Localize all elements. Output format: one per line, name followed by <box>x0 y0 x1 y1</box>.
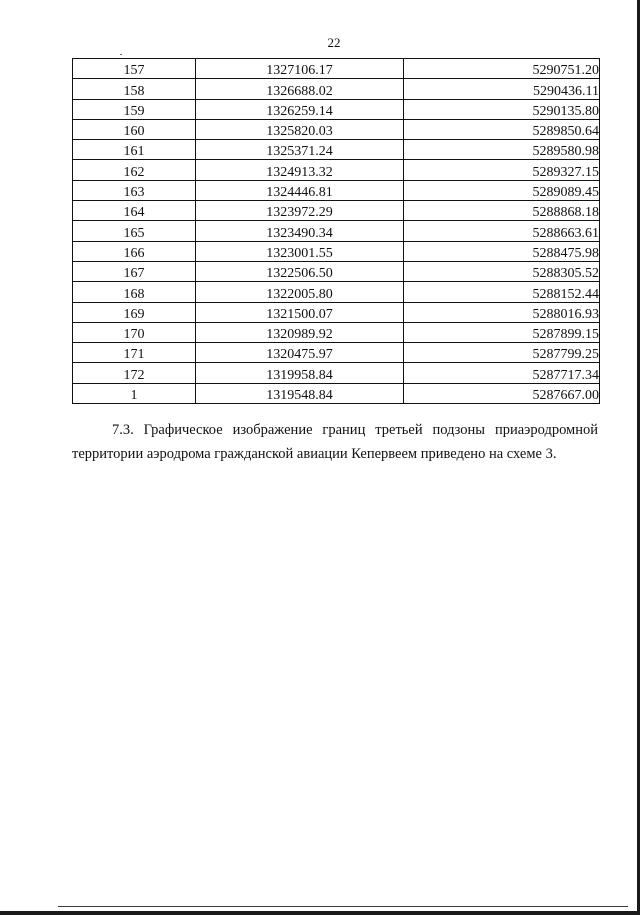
point-number-cell: 160 <box>73 119 196 139</box>
y-coordinate-cell: 5288016.93 <box>404 302 600 322</box>
y-coordinate-cell: 5288305.52 <box>404 261 600 281</box>
point-number-cell: 172 <box>73 363 196 383</box>
table-row <box>73 282 600 302</box>
point-number-cell: 170 <box>73 322 196 342</box>
x-coordinate-cell: 1319958.84 <box>196 363 404 383</box>
y-coordinate-cell: 5289327.15 <box>404 160 600 180</box>
point-number-cell: 157 <box>73 59 196 79</box>
x-coordinate-cell: 1326688.02 <box>196 79 404 99</box>
table-row <box>73 201 600 221</box>
y-coordinate-cell: 5289850.64 <box>404 119 600 139</box>
x-coordinate-cell: 1321500.07 <box>196 302 404 322</box>
y-coordinate-cell: 5287717.34 <box>404 363 600 383</box>
coordinates-table-body <box>73 59 600 404</box>
table-row <box>73 343 600 363</box>
x-coordinate-cell: 1327106.17 <box>196 59 404 79</box>
point-number-cell: 158 <box>73 79 196 99</box>
x-coordinate-cell: 1324446.81 <box>196 180 404 200</box>
table-row <box>73 79 600 99</box>
point-number-cell: 163 <box>73 180 196 200</box>
table-row <box>73 302 600 322</box>
y-coordinate-cell: 5290436.11 <box>404 79 600 99</box>
y-coordinate-cell: 5287899.15 <box>404 322 600 342</box>
y-coordinate-cell: 5289089.45 <box>404 180 600 200</box>
x-coordinate-cell: 1325371.24 <box>196 140 404 160</box>
table-row <box>73 241 600 261</box>
page-number: 22 <box>327 35 341 50</box>
table-row <box>73 261 600 281</box>
table-row <box>73 99 600 119</box>
point-number-cell: 167 <box>73 261 196 281</box>
point-number-cell: 161 <box>73 140 196 160</box>
y-coordinate-cell: 5288475.98 <box>404 241 600 261</box>
x-coordinate-cell: 1324913.32 <box>196 160 404 180</box>
scan-edge-bottom <box>0 911 640 915</box>
table-row <box>73 119 600 139</box>
point-number-cell: 171 <box>73 343 196 363</box>
x-coordinate-cell: 1320475.97 <box>196 343 404 363</box>
point-number-cell: 165 <box>73 221 196 241</box>
scan-speck <box>120 54 122 55</box>
y-coordinate-cell: 5287799.25 <box>404 343 600 363</box>
x-coordinate-cell: 1319548.84 <box>196 383 404 403</box>
table-row <box>73 322 600 342</box>
y-coordinate-cell: 5287667.00 <box>404 383 600 403</box>
table-row <box>73 363 600 383</box>
table-row <box>73 180 600 200</box>
point-number-cell: 166 <box>73 241 196 261</box>
section-paragraph <box>72 418 598 466</box>
y-coordinate-cell: 5288868.18 <box>404 201 600 221</box>
point-number-cell: 168 <box>73 282 196 302</box>
x-coordinate-cell: 1323972.29 <box>196 201 404 221</box>
y-coordinate-cell: 5290751.20 <box>404 59 600 79</box>
point-number-cell: 169 <box>73 302 196 322</box>
point-number-cell: 164 <box>73 201 196 221</box>
y-coordinate-cell: 5288663.61 <box>404 221 600 241</box>
x-coordinate-cell: 1325820.03 <box>196 119 404 139</box>
x-coordinate-cell: 1323490.34 <box>196 221 404 241</box>
y-coordinate-cell: 5289580.98 <box>404 140 600 160</box>
point-number-cell: 162 <box>73 160 196 180</box>
x-coordinate-cell: 1323001.55 <box>196 241 404 261</box>
point-number-cell: 159 <box>73 99 196 119</box>
table-row <box>73 383 600 403</box>
point-number-cell: 1 <box>73 383 196 403</box>
table-row <box>73 221 600 241</box>
y-coordinate-cell: 5290135.80 <box>404 99 600 119</box>
x-coordinate-cell: 1322005.80 <box>196 282 404 302</box>
table-row <box>73 59 600 79</box>
x-coordinate-cell: 1326259.14 <box>196 99 404 119</box>
x-coordinate-cell: 1322506.50 <box>196 261 404 281</box>
section-text: 7.3. Графическое изображение границ третьей подзоны приаэродромной территории аэродрома гражданской авиации Кепервеем приведено на схеме 3. <box>72 422 598 462</box>
table-row <box>73 160 600 180</box>
coordinates-table <box>72 58 600 404</box>
scan-edge-line <box>58 906 628 907</box>
x-coordinate-cell: 1320989.92 <box>196 322 404 342</box>
table-row <box>73 140 600 160</box>
y-coordinate-cell: 5288152.44 <box>404 282 600 302</box>
